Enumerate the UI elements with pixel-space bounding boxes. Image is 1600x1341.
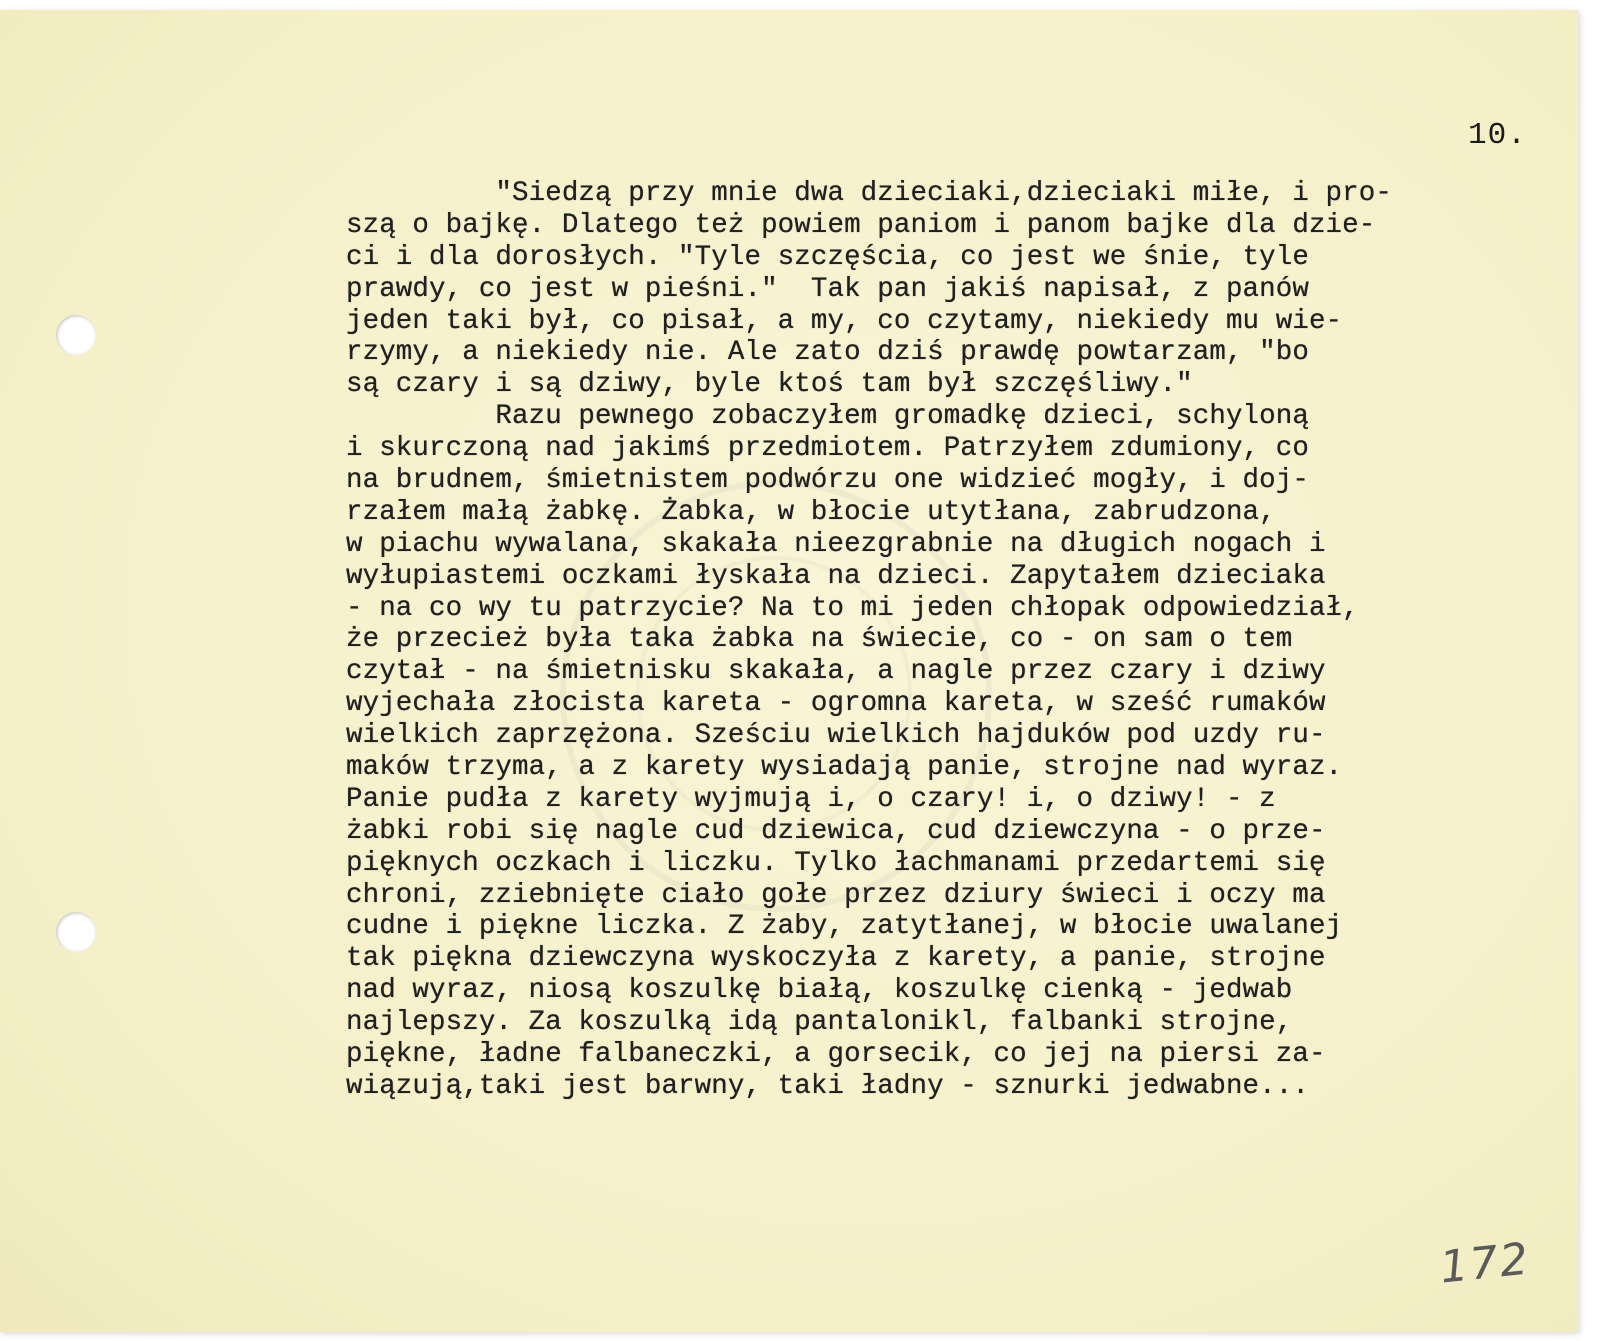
text-line: piękne, ładne falbaneczki, a gorsecik, co jej na piersi za- bbox=[346, 1039, 1326, 1071]
text-line: "Siedzą przy mnie dwa dzieciaki,dzieciaki miłe, i pro- bbox=[346, 178, 1392, 209]
text-line: Panie pudła z karety wyjmują i, o czary! i, o dziwy! - z bbox=[346, 783, 1276, 815]
punch-hole bbox=[56, 912, 96, 952]
typewritten-text bbox=[346, 178, 1556, 1103]
text-line: wiązują,taki jest barwny, taki ładny - sznurki jedwabne... bbox=[346, 1070, 1309, 1102]
page-number: 10. bbox=[1468, 118, 1527, 153]
text-line: wielkich zaprzężona. Sześciu wielkich hajduków pod uzdy ru- bbox=[346, 720, 1326, 752]
text-line: - na co wy tu patrzycie? Na to mi jeden chłopak odpowiedział, bbox=[346, 592, 1359, 624]
paper-sheet bbox=[0, 10, 1578, 1332]
text-line: ci i dla dorosłych. "Tyle szczęścia, co jest we śnie, tyle bbox=[346, 241, 1309, 273]
text-line: czytał - na śmietnisku skakała, a nagle przez czary i dziwy bbox=[346, 656, 1326, 688]
text-line: chroni, zziebnięte ciało gołe przez dziury świeci i oczy ma bbox=[346, 879, 1326, 911]
text-line: żabki robi się nagle cud dziewica, cud dziewczyna - o prze- bbox=[346, 815, 1326, 847]
text-line: prawdy, co jest w pieśni." Tak pan jakiś napisał, z panów bbox=[346, 273, 1309, 305]
text-line: pięknych oczkach i liczku. Tylko łachmanami przedartemi się bbox=[346, 847, 1326, 879]
text-line: rzymy, a niekiedy nie. Ale zato dziś prawdę powtarzam, "bo bbox=[346, 337, 1309, 369]
text-line: na brudnem, śmietnistem podwórzu one widzieć mogły, i doj- bbox=[346, 465, 1309, 497]
punch-hole bbox=[56, 315, 96, 355]
text-line: Razu pewnego zobaczyłem gromadkę dzieci, schyloną bbox=[346, 401, 1309, 433]
text-line: i skurczoną nad jakimś przedmiotem. Patrzyłem zdumiony, co bbox=[346, 433, 1309, 465]
text-line: że przecież była taka żabka na świecie, co - on sam o tem bbox=[346, 624, 1293, 656]
text-line: jeden taki był, co pisał, a my, co czytamy, niekiedy mu wie- bbox=[346, 305, 1343, 337]
text-line: rzałem małą żabkę. Żabka, w błocie utytłana, zabrudzona, bbox=[346, 496, 1276, 528]
text-line: w piachu wywalana, skakała nieezgrabnie na długich nogach i bbox=[346, 528, 1326, 560]
text-line: wyjechała złocista kareta - ogromna kareta, w sześć rumaków bbox=[346, 688, 1326, 720]
text-line: nad wyraz, niosą koszulkę białą, koszulkę cienką - jedwab bbox=[346, 975, 1293, 1007]
text-line: cudne i piękne liczka. Z żaby, zatytłanej, w błocie uwalanej bbox=[346, 911, 1343, 943]
text-line: są czary i są dziwy, byle ktoś tam był szczęśliwy." bbox=[346, 369, 1193, 401]
handwritten-archive-number: 172 bbox=[1437, 1233, 1533, 1294]
text-line: szą o bajkę. Dlatego też powiem paniom i panom bajke dla dzie- bbox=[346, 209, 1376, 241]
text-line: tak piękna dziewczyna wyskoczyła z karety, a panie, strojne bbox=[346, 943, 1326, 975]
text-line: najlepszy. Za koszulką idą pantalonikl, falbanki strojne, bbox=[346, 1007, 1293, 1039]
text-line: wyłupiastemi oczkami łyskała na dzieci. Zapytałem dzieciaka bbox=[346, 560, 1326, 592]
text-line: maków trzyma, a z karety wysiadają panie, strojne nad wyraz. bbox=[346, 752, 1343, 784]
